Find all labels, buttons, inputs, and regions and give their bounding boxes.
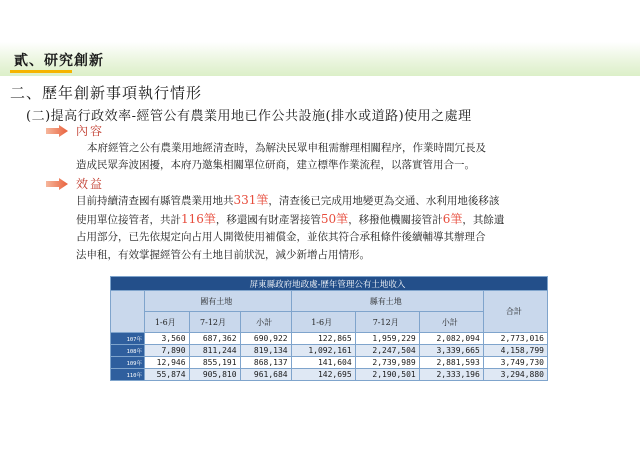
benefit-label: 效益 xyxy=(76,177,105,191)
table-cell: 819,134 xyxy=(240,345,291,357)
arrow-right-icon xyxy=(46,125,68,137)
table-group-header xyxy=(111,291,548,312)
section-title: 貳、研究創新 xyxy=(14,53,104,69)
table-title-row xyxy=(111,277,548,291)
row-year: 109年 xyxy=(111,357,145,369)
table-row xyxy=(111,333,548,345)
table-cell: 3,749,730 xyxy=(483,357,547,369)
content-line: 本府經管之公有農業用地經清查時，為解決民眾申租需辦理相關程序，作業時間冗長及 xyxy=(87,142,486,154)
arrow-right-icon xyxy=(46,178,68,190)
benefit-line: 使用單位接管者，共計116筆，移還國有財產署接管50筆，移撥他機關接管計6筆，其餘遺 xyxy=(76,211,505,226)
table-row xyxy=(111,345,548,357)
table-cell: 12,946 xyxy=(145,357,190,369)
highlight-number: 50筆 xyxy=(320,211,349,226)
table-cell: 141,604 xyxy=(291,357,355,369)
highlight-number: 331筆 xyxy=(233,193,269,207)
table-cell: 1,092,161 xyxy=(291,345,355,357)
column-header: 小計 xyxy=(419,312,483,333)
subheading: (二)提高行政效率-經管公有農業用地已作公共設施(排水或道路)使用之處理 xyxy=(26,109,472,124)
table-cell: 7,890 xyxy=(145,345,190,357)
benefit-line: 占用部分，已先依規定向占用人開徵使用補償金，並依其符合承租條件後續輔導其辦理合 xyxy=(76,231,486,243)
table-cell: 142,695 xyxy=(291,369,355,381)
column-header: 小計 xyxy=(240,312,291,333)
table-row xyxy=(111,369,548,381)
row-year: 107年 xyxy=(111,333,145,345)
table-cell: 2,190,501 xyxy=(355,369,419,381)
content-label: 內容 xyxy=(76,124,105,138)
table-cell: 2,247,504 xyxy=(355,345,419,357)
table-cell: 2,773,016 xyxy=(483,333,547,345)
column-header: 7-12月 xyxy=(189,312,240,333)
group-header-county: 縣有土地 xyxy=(291,291,483,312)
table-cell: 4,158,799 xyxy=(483,345,547,357)
table-title: 屏東縣政府地政處-歷年管理公有土地收入 xyxy=(111,277,548,291)
table-cell: 811,244 xyxy=(189,345,240,357)
table-cell: 3,339,665 xyxy=(419,345,483,357)
column-header: 1-6月 xyxy=(291,312,355,333)
page-number-mark xyxy=(580,376,590,386)
revenue-table xyxy=(110,276,548,381)
row-year: 110年 xyxy=(111,369,145,381)
total-header: 合計 xyxy=(483,291,547,333)
column-header: 1-6月 xyxy=(145,312,190,333)
table-cell: 3,294,880 xyxy=(483,369,547,381)
group-header-national: 國有土地 xyxy=(145,291,292,312)
heading: 二、歷年創新事項執行情形 xyxy=(10,84,203,102)
benefit-paragraph xyxy=(76,192,616,264)
table-cell: 2,082,094 xyxy=(419,333,483,345)
table-cell: 961,684 xyxy=(240,369,291,381)
content-paragraph xyxy=(76,140,606,174)
table-cell: 55,874 xyxy=(145,369,190,381)
table-cell: 3,560 xyxy=(145,333,190,345)
table-cell: 690,922 xyxy=(240,333,291,345)
column-header: 7-12月 xyxy=(355,312,419,333)
table-cell: 905,810 xyxy=(189,369,240,381)
table-cell: 2,739,989 xyxy=(355,357,419,369)
highlight-number: 116筆 xyxy=(181,211,216,226)
table-row xyxy=(111,357,548,369)
content-line: 造成民眾奔波困擾，本府乃邀集相關單位研商，建立標準作業流程，以落實管用合一。 xyxy=(76,159,475,171)
section-underline xyxy=(10,70,72,73)
table-cell: 855,191 xyxy=(189,357,240,369)
table-cell: 122,865 xyxy=(291,333,355,345)
benefit-line: 目前持續清查國有縣管農業用地共331筆，清查後已完成用地變更為交通、水利用地後移該 xyxy=(76,193,500,207)
table-cell: 2,333,196 xyxy=(419,369,483,381)
table-cell: 687,362 xyxy=(189,333,240,345)
table-sub-header xyxy=(111,312,548,333)
table-cell: 868,137 xyxy=(240,357,291,369)
corner-cell xyxy=(111,291,145,333)
highlight-number: 6筆 xyxy=(442,211,463,226)
benefit-line: 法申租，有效掌握經管公有土地目前狀況，減少新增占用情形。 xyxy=(76,248,370,261)
table-cell: 1,959,229 xyxy=(355,333,419,345)
table-cell: 2,881,593 xyxy=(419,357,483,369)
row-year: 108年 xyxy=(111,345,145,357)
